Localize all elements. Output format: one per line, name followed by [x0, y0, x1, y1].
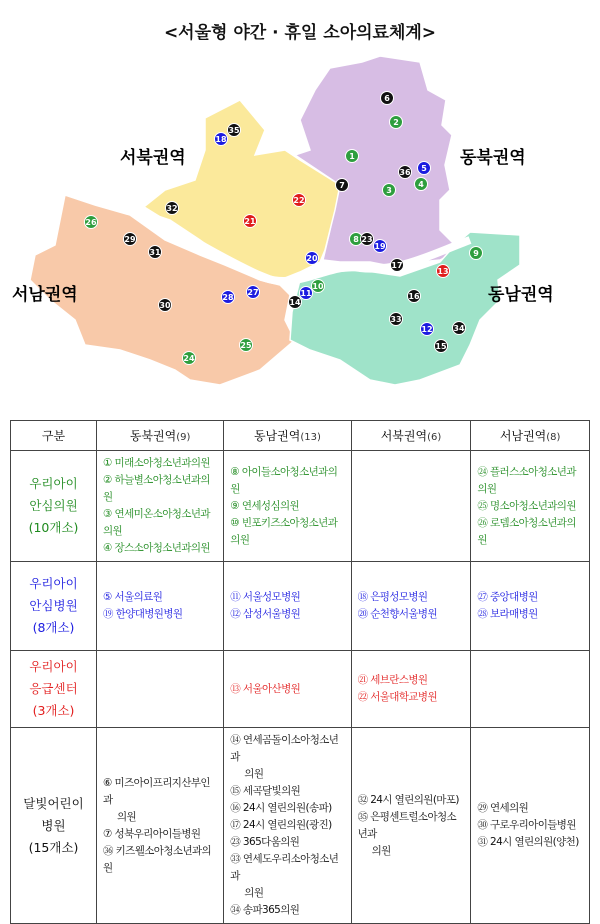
facility-name: ⑮ 세곡달빛의원 [230, 785, 301, 797]
column-header [11, 421, 97, 451]
marker-number: 18 [215, 135, 227, 144]
marker-number: 21 [244, 217, 256, 226]
category-label: (3개소) [32, 703, 75, 718]
marker-number: 29 [124, 235, 136, 244]
facility-cell [224, 651, 351, 728]
facility-cell [351, 651, 471, 728]
map-marker [289, 296, 302, 309]
map-marker [418, 162, 431, 175]
facility-name: ⑯ 24시 열린의원(송파) [230, 802, 332, 814]
marker-number: 32 [166, 204, 178, 213]
category-label: 병원 [41, 817, 66, 833]
map-marker [437, 265, 450, 278]
facility-name: ⑫ 삼성서울병원 [230, 608, 301, 620]
marker-number: 12 [421, 325, 433, 334]
map-marker [159, 299, 172, 312]
facility-name: ② 하늘별소아청소년과의원 [103, 474, 210, 503]
map-marker [247, 286, 260, 299]
marker-number: 16 [408, 292, 420, 301]
seoul-map [0, 50, 600, 400]
marker-number: 33 [390, 315, 402, 324]
facility-name: ① 미래소아청소년과의원 [103, 457, 210, 469]
map-marker [381, 92, 394, 105]
facility-cell [97, 562, 224, 651]
header-count: (6) [427, 432, 442, 443]
marker-number: 28 [222, 293, 234, 302]
category-label: (10개소) [28, 520, 79, 535]
facility-name: ⑬ 서울아산병원 [230, 682, 301, 695]
region-label-seonam: 서남권역 [12, 285, 78, 305]
map-marker [228, 124, 241, 137]
facility-name: ⑰ 24시 열린의원(광진) [230, 819, 332, 831]
facility-name: ⑩ 빈포키즈소아청소년과의원 [230, 516, 338, 546]
map-marker [453, 322, 466, 335]
marker-number: 20 [306, 254, 318, 263]
facility-cell [97, 651, 224, 728]
facility-name: ③ 연세미온소아청소년과의원 [103, 508, 210, 537]
marker-number: 27 [247, 288, 259, 297]
table-row [11, 651, 590, 728]
facility-cell [224, 728, 351, 924]
facility-name: ⑲ 한양대병원병원 [103, 608, 183, 620]
marker-number: 36 [399, 168, 411, 177]
column-header [471, 421, 590, 451]
facility-name: ⑭ 연세곰돌이소아청소년과 [230, 734, 339, 763]
category-label: (8개소) [32, 620, 75, 635]
marker-number: 19 [374, 242, 386, 251]
facility-name: ㊱ 키즈웰소아청소년과의원 [103, 844, 212, 874]
map-marker [312, 280, 325, 293]
header-count: (9) [176, 432, 191, 443]
marker-number: 30 [159, 301, 171, 310]
map-marker [244, 215, 257, 228]
header-count: (8) [546, 432, 561, 443]
category-label: 달빛어린이 [23, 795, 84, 811]
category-cell [11, 562, 97, 651]
facility-name: 의원 [244, 768, 264, 780]
header-label: 서북권역 [380, 429, 428, 443]
facility-name: ㉕ 명소아청소년과의원 [477, 499, 576, 512]
map-marker [240, 339, 253, 352]
category-cell [11, 451, 97, 562]
facility-name: ㉛ 24시 열린의원(양천) [477, 836, 579, 848]
category-cell [11, 728, 97, 924]
facility-name: ⑳ 순천향서울병원 [357, 608, 438, 620]
facility-name: ㉜ 24시 열린의원(마포) [357, 793, 459, 806]
map-marker [415, 178, 428, 191]
facility-name: ㉙ 연세의원 [477, 802, 529, 814]
facility-name: ㉑ 세브란스병원 [357, 674, 428, 686]
facility-name: ㉚ 구로우리아이들병원 [477, 819, 576, 831]
region-label-seobuk: 서북권역 [120, 148, 186, 168]
map-marker [383, 184, 396, 197]
facility-name: ㉞ 송파365의원 [230, 904, 300, 916]
marker-number: 24 [183, 354, 195, 363]
table-row [11, 451, 590, 562]
map-marker [300, 287, 313, 300]
page-title: <서울형 야간 · 휴일 소아의료체계> [163, 23, 437, 43]
column-header [351, 421, 471, 451]
facility-name: ㉗ 중앙대병원 [477, 591, 538, 603]
facility-name: ㉓ 365다움의원 [230, 836, 300, 848]
map-marker [391, 259, 404, 272]
header-label: 구분 [41, 429, 66, 443]
header-label: 동북권역 [129, 429, 177, 443]
marker-number: 8 [353, 235, 359, 244]
header-label: 동남권역 [253, 429, 301, 443]
table-row [11, 562, 590, 651]
marker-number: 9 [473, 249, 479, 258]
map-marker [183, 352, 196, 365]
category-label: 우리아이 [29, 576, 78, 591]
facility-cell [97, 451, 224, 562]
marker-number: 6 [384, 94, 390, 103]
marker-number: 35 [228, 126, 240, 135]
map-marker [293, 194, 306, 207]
facility-name: ⑪ 서울성모병원 [230, 591, 301, 603]
facility-cell [224, 562, 351, 651]
facility-name: ⑱ 은평성모병원 [357, 591, 428, 603]
category-label: 안심병원 [29, 598, 78, 613]
map-marker [124, 233, 137, 246]
facility-name: ⑥ 미즈아이프리지산부인과 [103, 776, 210, 806]
marker-number: 5 [421, 164, 427, 173]
region-label-dongbuk: 동북권역 [460, 148, 526, 168]
marker-number: 2 [393, 118, 399, 127]
map-marker [85, 216, 98, 229]
map-marker [374, 240, 387, 253]
category-label: 안심의원 [29, 498, 78, 513]
map-marker [222, 291, 235, 304]
category-cell [11, 651, 97, 728]
facility-cell [471, 451, 590, 562]
facility-name: 의원 [371, 844, 391, 857]
map-marker [390, 116, 403, 129]
facility-name: ㉘ 보라매병원 [477, 608, 538, 620]
facility-cell [224, 451, 351, 562]
column-header [97, 421, 224, 451]
facility-cell [351, 728, 471, 924]
marker-number: 23 [361, 235, 373, 244]
map-marker [166, 202, 179, 215]
map-marker [149, 246, 162, 259]
facility-table [10, 420, 590, 924]
facility-name: ㉟ 은평센트럴소아청소년과 [357, 810, 457, 840]
table-row [11, 728, 590, 924]
facility-name: 의원 [244, 887, 264, 899]
category-label: 우리아이 [29, 659, 78, 674]
map-marker [361, 233, 374, 246]
marker-number: 25 [240, 341, 252, 350]
facility-name: ⑨ 연세성심의원 [230, 499, 300, 512]
marker-number: 10 [312, 282, 324, 291]
map-marker [346, 150, 359, 163]
facility-name: ⑤ 서울의료원 [103, 591, 163, 603]
facility-cell [471, 562, 590, 651]
header-count: (13) [300, 432, 321, 443]
facility-cell [97, 728, 224, 924]
map-marker [306, 252, 319, 265]
map-marker [390, 313, 403, 326]
header-label: 서남권역 [499, 429, 547, 443]
map-marker [470, 247, 483, 260]
marker-number: 26 [85, 218, 97, 227]
facility-name: 의원 [117, 810, 137, 823]
facility-name: ㉒ 서울대학교병원 [357, 691, 438, 703]
facility-name: ④ 장스소아청소년과의원 [103, 542, 210, 554]
category-label: (15개소) [28, 839, 79, 855]
marker-number: 34 [453, 324, 465, 333]
facility-cell [351, 562, 471, 651]
marker-number: 22 [293, 196, 305, 205]
facility-name: ㉖ 로뎀소아청소년과의원 [477, 516, 576, 546]
facility-cell [351, 451, 471, 562]
facility-cell [471, 651, 590, 728]
facility-name: ㉔ 플러스소아청소년과의원 [477, 465, 576, 495]
map-marker [435, 340, 448, 353]
marker-number: 1 [349, 152, 355, 161]
marker-number: 14 [289, 298, 301, 307]
marker-number: 13 [437, 267, 449, 276]
marker-number: 3 [386, 186, 392, 195]
marker-number: 15 [435, 342, 447, 351]
marker-number: 11 [300, 289, 312, 298]
map-marker [215, 133, 228, 146]
map-marker [336, 179, 349, 192]
map-marker [408, 290, 421, 303]
marker-number: 31 [149, 248, 161, 257]
column-header [224, 421, 351, 451]
marker-number: 7 [339, 181, 345, 190]
facility-cell [471, 728, 590, 924]
category-label: 응급센터 [29, 681, 78, 696]
facility-name: ⑧ 아이들소아청소년과의원 [230, 465, 338, 495]
facility-name: ㉝ 연세도우리소아청소년과 [230, 853, 339, 882]
facility-name: ⑦ 성북우리아이들병원 [103, 827, 201, 840]
marker-number: 17 [391, 261, 403, 270]
category-label: 우리아이 [29, 476, 78, 491]
map-marker [421, 323, 434, 336]
map-marker [399, 166, 412, 179]
region-label-dongnam: 동남권역 [488, 285, 554, 305]
marker-number: 4 [418, 180, 424, 189]
